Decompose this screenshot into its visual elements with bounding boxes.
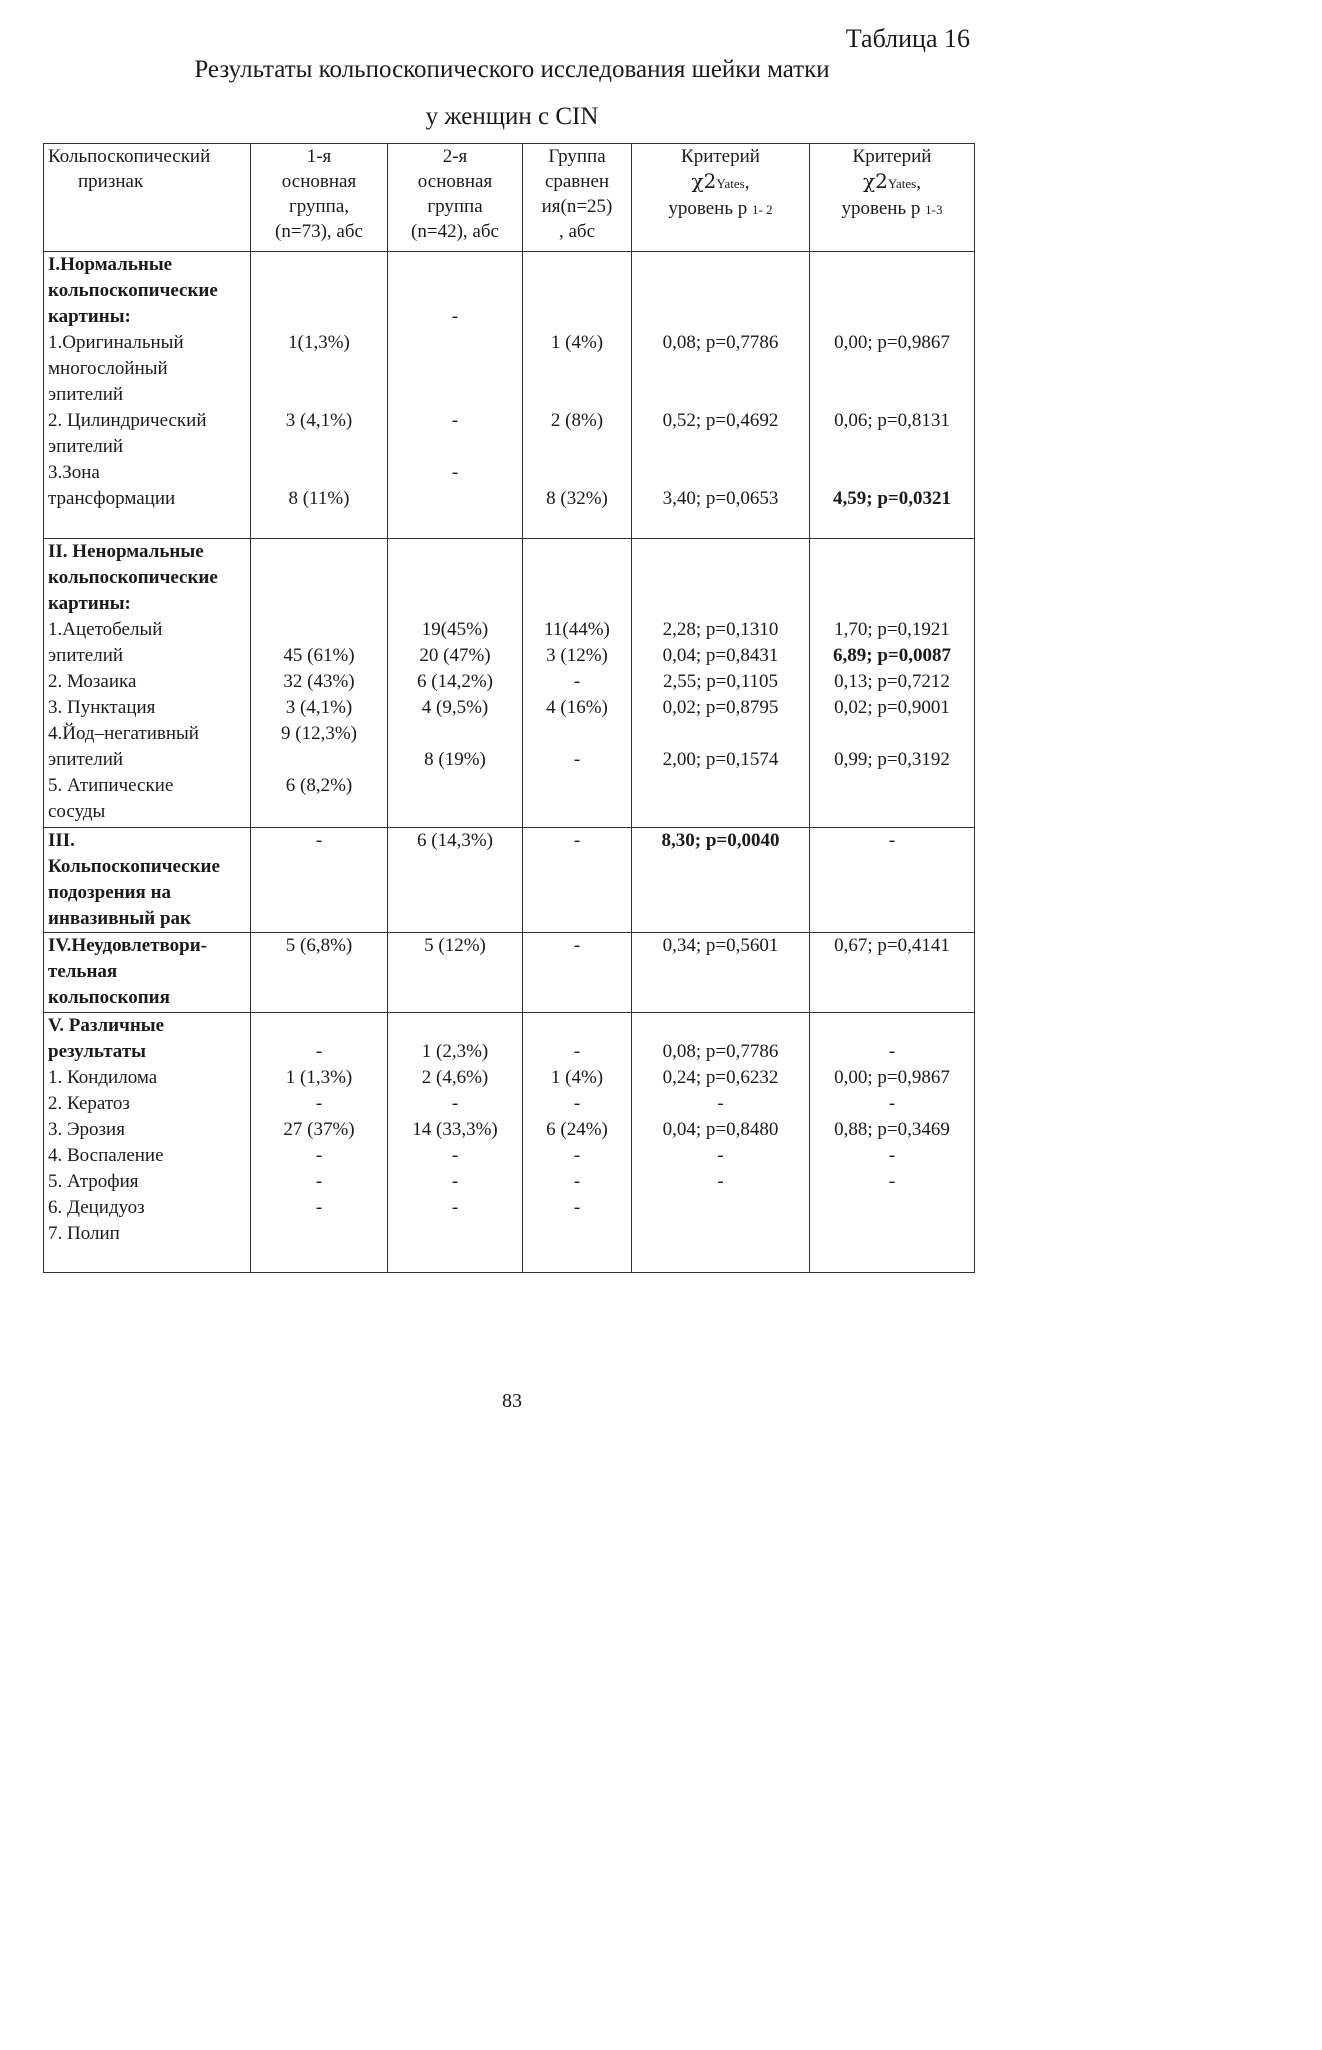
cell-value: - — [451, 1093, 459, 1114]
header-text: , абс — [558, 221, 596, 242]
row-label: сосуды — [48, 801, 106, 822]
section1-p13 — [810, 252, 975, 539]
cell-value: 1 (1,3%) — [285, 1067, 353, 1088]
table-row-section-1 — [44, 252, 975, 539]
cell-value: 4 (16%) — [546, 697, 608, 718]
section2-p12 — [632, 539, 810, 828]
cell-value: 19(45%) — [421, 619, 489, 640]
cell-value: 3 (4,1%) — [285, 410, 353, 431]
cell-value: 0,00; p=0,9867 — [834, 332, 950, 353]
header-text: уровень р — [841, 198, 921, 219]
cell-value: 1,70; p=0,1921 — [834, 619, 950, 640]
header-comparison — [523, 144, 632, 252]
section1-group1 — [251, 252, 388, 539]
header-criterion-1-3 — [810, 144, 975, 252]
cell-value: - — [573, 749, 581, 770]
row-label: эпителий — [48, 436, 124, 457]
row-label: 1. Кондилома — [48, 1067, 158, 1088]
table-subtitle: у женщин с CIN — [425, 103, 599, 130]
section5-labels — [44, 1013, 251, 1273]
section1-labels — [44, 252, 251, 539]
table-row-section-5 — [44, 1013, 975, 1273]
cell-value: - — [315, 1171, 323, 1192]
row-label: трансформации — [48, 488, 176, 509]
row-label: 4. Воспаление — [48, 1145, 164, 1166]
cell-value: - — [451, 1197, 459, 1218]
cell-value: 14 (33,3%) — [412, 1119, 498, 1140]
cell-value: 0,06; p=0,8131 — [834, 410, 950, 431]
cell-value: 6,89; p=0,0087 — [833, 645, 951, 666]
header-text: (n=73), абс — [275, 221, 363, 242]
header-text: уровень р — [668, 198, 748, 219]
cell-value: - — [573, 1041, 581, 1062]
cell-value: - — [573, 1145, 581, 1166]
chi-symbol: χ2 — [863, 169, 888, 193]
section3-comparison — [523, 828, 632, 933]
cell-value: 1 (4%) — [550, 332, 604, 353]
section-title: IV.Неудовлетвори- — [48, 935, 208, 956]
cell-value: 32 (43%) — [283, 671, 355, 692]
cell-value: 0,67; p=0,4141 — [834, 935, 950, 956]
header-text: сравнен — [544, 171, 610, 192]
cell-value: 0,02; p=0,9001 — [834, 697, 950, 718]
header-group1 — [251, 144, 388, 252]
section3-p13 — [810, 828, 975, 933]
header-text: ия(n=25) — [541, 196, 613, 217]
row-label: 3.Зона — [48, 462, 100, 483]
section4-group1 — [251, 933, 388, 1013]
cell-value: 8 (32%) — [546, 488, 608, 509]
section1-comparison — [523, 252, 632, 539]
row-label: 7. Полип — [48, 1223, 120, 1244]
section-title: картины: — [48, 593, 131, 614]
cell-value: 11(44%) — [544, 619, 610, 640]
cell-value: - — [888, 1171, 896, 1192]
row-label: 4.Йод–негативный — [48, 723, 199, 744]
row-label: 1.Оригинальный — [48, 332, 184, 353]
results-table — [43, 143, 975, 1273]
section-title: инвазивный рак — [48, 908, 191, 929]
cell-value: 6 (24%) — [546, 1119, 608, 1140]
section5-group2 — [388, 1013, 523, 1273]
cell-value: 8,30; p=0,0040 — [661, 830, 780, 851]
cell-value: - — [315, 830, 323, 851]
cell-value: - — [451, 462, 459, 483]
row-label: 3. Пунктация — [48, 697, 156, 718]
header-text: 1-я — [306, 146, 332, 167]
cell-value: 6 (8,2%) — [285, 775, 353, 796]
cell-value: 5 (12%) — [424, 935, 486, 956]
cell-value: 2 (8%) — [550, 410, 604, 431]
section4-labels — [44, 933, 251, 1013]
header-text: Группа — [548, 146, 606, 167]
section-title: II. Ненормальные — [48, 541, 204, 562]
cell-value: - — [315, 1145, 323, 1166]
cell-value: 0,34; p=0,5601 — [662, 935, 779, 956]
table-row-section-2 — [44, 539, 975, 828]
cell-value: 0,04; p=0,8431 — [662, 645, 779, 666]
section4-comparison — [523, 933, 632, 1013]
section3-group2 — [388, 828, 523, 933]
header-text: группа — [427, 196, 483, 217]
header-feature — [44, 144, 251, 252]
header-text: Критерий — [852, 146, 932, 167]
cell-value: 2 (4,6%) — [421, 1067, 489, 1088]
cell-value: - — [573, 935, 581, 956]
cell-value: 4 (9,5%) — [421, 697, 489, 718]
cell-value: 3 (12%) — [546, 645, 608, 666]
cell-value: 20 (47%) — [419, 645, 491, 666]
section-title: подозрения на — [48, 882, 172, 903]
row-label: 5. Атипические — [48, 775, 174, 796]
cell-value: 0,88; p=0,3469 — [834, 1119, 950, 1140]
cell-value: 27 (37%) — [283, 1119, 355, 1140]
section-title: результаты — [48, 1041, 146, 1062]
chi-subscript: Yates — [716, 176, 745, 191]
cell-value: 0,02; p=0,8795 — [662, 697, 779, 718]
section3-labels — [44, 828, 251, 933]
level-subscript: 1- 2 — [752, 202, 773, 217]
section-title: V. Различные — [48, 1015, 165, 1036]
section3-p12 — [632, 828, 810, 933]
cell-value: 1(1,3%) — [288, 332, 350, 353]
cell-value: 0,13; p=0,7212 — [834, 671, 950, 692]
row-label: 2. Кератоз — [48, 1093, 130, 1114]
section-title: Кольпоскопические — [48, 856, 220, 877]
row-label: эпителий — [48, 384, 124, 405]
cell-value: 0,24; p=0,6232 — [662, 1067, 779, 1088]
cell-value: 1 (2,3%) — [421, 1041, 489, 1062]
cell-value: - — [717, 1145, 724, 1166]
cell-value: - — [315, 1197, 323, 1218]
section5-group1 — [251, 1013, 388, 1273]
section-title: III. — [48, 830, 75, 851]
cell-value: - — [888, 1041, 896, 1062]
header-text: признак — [78, 171, 144, 192]
cell-value: 45 (61%) — [283, 645, 355, 666]
section2-p13 — [810, 539, 975, 828]
row-label: эпителий — [48, 645, 124, 666]
cell-value: - — [717, 1093, 724, 1114]
cell-value: 4,59; p=0,0321 — [833, 488, 951, 509]
cell-value: 3 (4,1%) — [285, 697, 353, 718]
row-label: многослойный — [48, 358, 168, 379]
cell-value: 2,28; p=0,1310 — [662, 619, 779, 640]
section2-comparison — [523, 539, 632, 828]
row-label: 5. Атрофия — [48, 1171, 139, 1192]
cell-value: 2,55; p=0,1105 — [662, 671, 779, 692]
header-text: (n=42), абс — [411, 221, 499, 242]
cell-value: - — [315, 1041, 323, 1062]
row-label: эпителий — [48, 749, 124, 770]
cell-value: 0,00; p=0,9867 — [834, 1067, 950, 1088]
cell-value: - — [451, 306, 459, 327]
row-label: 2. Цилиндрический — [48, 410, 207, 431]
section-title: тельная — [48, 961, 118, 982]
cell-value: - — [717, 1171, 724, 1192]
table-title: Результаты кольпоскопического исследования шейки матки — [194, 56, 830, 83]
section5-p12 — [632, 1013, 810, 1273]
cell-value: - — [573, 1197, 581, 1218]
cell-value: 0,52; p=0,4692 — [662, 410, 779, 431]
header-text: основная — [417, 171, 493, 192]
cell-value: - — [573, 830, 581, 851]
cell-value: 0,08; p=0,7786 — [662, 332, 779, 353]
section-title: кольпоскопические — [48, 567, 218, 588]
section3-group1 — [251, 828, 388, 933]
row-label: 6. Децидуоз — [48, 1197, 145, 1218]
cell-value: - — [451, 410, 459, 431]
section2-group1 — [251, 539, 388, 828]
cell-value: - — [451, 1171, 459, 1192]
row-label: 2. Мозаика — [48, 671, 137, 692]
cell-value: - — [451, 1145, 459, 1166]
cell-value: 0,04; p=0,8480 — [662, 1119, 779, 1140]
row-label: 1.Ацетобелый — [48, 619, 163, 640]
section1-p12 — [632, 252, 810, 539]
row-label: 3. Эрозия — [48, 1119, 125, 1140]
table-label: Таблица 16 — [845, 24, 970, 53]
header-text: Кольпоскопический — [48, 146, 211, 167]
cell-value: - — [888, 1145, 896, 1166]
cell-value: - — [573, 671, 581, 692]
section-title: кольпоскопические — [48, 280, 218, 301]
section2-group2 — [388, 539, 523, 828]
table-header-row — [44, 144, 975, 252]
section-title: кольпоскопия — [48, 987, 170, 1008]
cell-value: 6 (14,3%) — [417, 830, 493, 851]
cell-value: - — [573, 1093, 581, 1114]
cell-value: - — [888, 830, 896, 851]
section2-labels — [44, 539, 251, 828]
cell-value: - — [573, 1171, 581, 1192]
cell-value: 6 (14,2%) — [417, 671, 493, 692]
table-row-section-3 — [44, 828, 975, 933]
section1-group2 — [388, 252, 523, 539]
chi-subscript: Yates — [887, 176, 917, 191]
header-criterion-1-2 — [632, 144, 810, 252]
cell-value: 3,40; p=0,0653 — [662, 488, 779, 509]
cell-value: 0,08; p=0,7786 — [662, 1041, 779, 1062]
cell-value: 8 (11%) — [288, 488, 350, 509]
cell-value: 2,00; p=0,1574 — [662, 749, 779, 770]
header-text: Критерий — [681, 146, 760, 167]
cell-value: 0,99; p=0,3192 — [834, 749, 950, 770]
section5-p13 — [810, 1013, 975, 1273]
page-number: 83 — [502, 1390, 522, 1412]
header-text: , — [744, 172, 750, 193]
cell-value: 8 (19%) — [424, 749, 486, 770]
section4-group2 — [388, 933, 523, 1013]
cell-value: 5 (6,8%) — [285, 935, 353, 956]
table-row-section-4 — [44, 933, 975, 1013]
section-title: картины: — [48, 306, 131, 327]
chi-symbol: χ2 — [691, 169, 717, 193]
header-text: 2-я — [442, 146, 468, 167]
section4-p13 — [810, 933, 975, 1013]
header-text: , — [916, 172, 921, 193]
section5-comparison — [523, 1013, 632, 1273]
cell-value: - — [315, 1093, 323, 1114]
section-title: I.Нормальные — [48, 254, 173, 275]
header-text: группа, — [288, 196, 350, 217]
header-text: основная — [281, 171, 357, 192]
cell-value: 9 (12,3%) — [281, 723, 357, 744]
cell-value: - — [888, 1093, 896, 1114]
header-group2 — [388, 144, 523, 252]
section4-p12 — [632, 933, 810, 1013]
level-subscript: 1-3 — [925, 202, 943, 217]
cell-value: 1 (4%) — [550, 1067, 604, 1088]
